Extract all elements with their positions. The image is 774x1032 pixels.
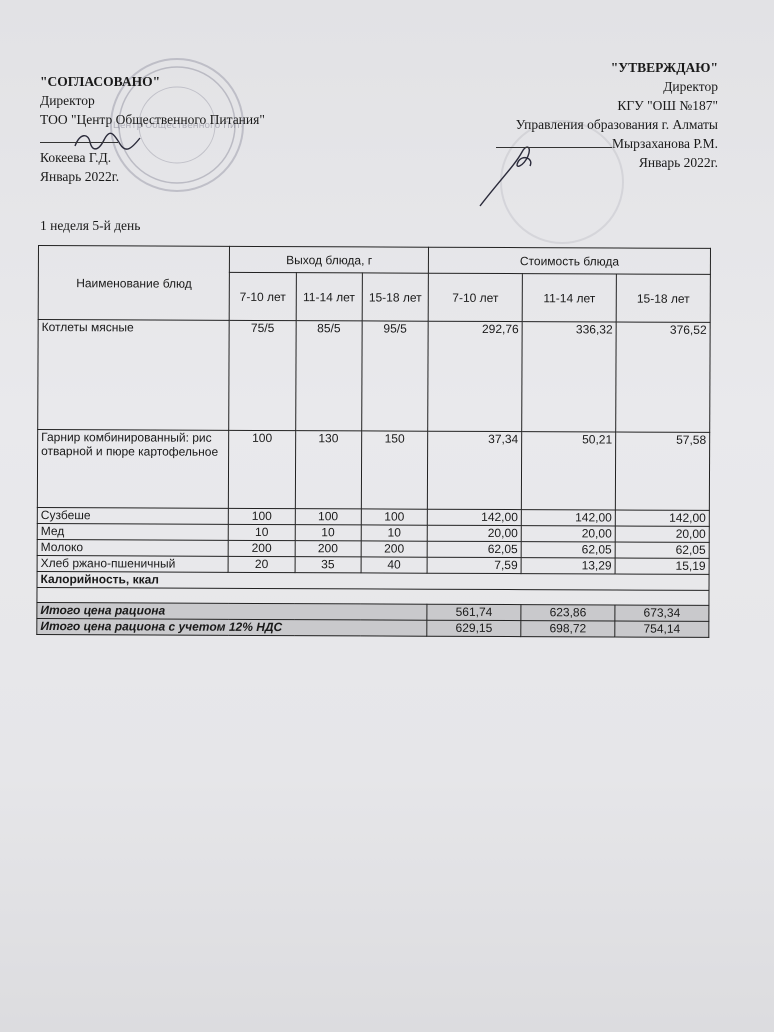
left-date: Январь 2022г. <box>40 169 120 184</box>
weight-cell: 100 <box>229 508 295 524</box>
price-cell: 142,00 <box>521 510 615 526</box>
price-cell: 50,21 <box>521 432 615 510</box>
total-vat-label: Итого цена рациона с учетом 12% НДС <box>37 618 427 636</box>
dish-name: Сузбеше <box>37 507 228 524</box>
price-cell: 292,76 <box>428 321 522 431</box>
price-cell: 142,00 <box>427 509 521 525</box>
right-org: КГУ "ОШ №187" <box>617 98 718 113</box>
left-position: Директор <box>40 93 95 108</box>
left-status: "СОГЛАСОВАНО" <box>40 74 161 89</box>
price-cell: 62,05 <box>521 542 615 558</box>
price-cell: 57,58 <box>615 432 709 510</box>
right-position: Директор <box>663 79 718 94</box>
total-vat-price-cell: 698,72 <box>521 621 615 637</box>
weight-cell: 100 <box>229 430 296 508</box>
dish-name: Гарнир комбинированный: рис отварной и пюре картофельное <box>37 430 229 509</box>
total-vat-price-cell: 754,14 <box>615 621 709 637</box>
price-cell: 62,05 <box>427 541 521 557</box>
dish-name: Мед <box>37 523 228 540</box>
weight-cell: 75/5 <box>229 320 296 430</box>
price-cell: 13,29 <box>521 558 615 574</box>
approval-left-block <box>40 72 265 186</box>
price-cell: 20,00 <box>427 525 521 541</box>
weight-cell: 200 <box>229 540 295 556</box>
price-cell: 376,52 <box>616 322 710 432</box>
total-vat-row <box>37 618 709 637</box>
day-label: 1 неделя 5-й день <box>40 218 141 233</box>
col-name-header: Наименование блюд <box>38 246 230 321</box>
calories-label: Калорийность, ккал <box>37 571 709 590</box>
weight-cell: 200 <box>361 541 427 557</box>
price-age1-header: 7-10 лет <box>428 273 522 321</box>
total-price-cell: 623,86 <box>521 605 615 621</box>
weight-cell: 10 <box>361 525 427 541</box>
total-price-cell: 673,34 <box>615 605 709 621</box>
weight-cell: 85/5 <box>295 321 362 431</box>
right-date: Январь 2022г. <box>638 155 718 170</box>
right-signature-line <box>496 135 612 148</box>
weight-cell: 10 <box>295 525 361 541</box>
weight-cell: 10 <box>229 524 295 540</box>
weight-cell: 95/5 <box>362 321 429 431</box>
dish-name: Молоко <box>37 539 228 556</box>
price-group-header: Стоимость блюда <box>428 247 710 274</box>
weight-age2-header: 11-14 лет <box>296 273 362 321</box>
price-cell: 62,05 <box>615 542 709 558</box>
menu-table <box>36 245 711 638</box>
price-cell: 15,19 <box>615 558 709 574</box>
left-org: ТОО "Центр Общественного Питания" <box>40 112 265 127</box>
weight-cell: 40 <box>361 557 427 573</box>
weight-cell: 100 <box>295 509 361 525</box>
price-cell: 7,59 <box>427 557 521 573</box>
price-cell: 20,00 <box>615 526 709 542</box>
weight-group-header: Выход блюда, г <box>230 246 429 273</box>
right-dept: Управления образования г. Алматы <box>515 117 718 132</box>
price-age2-header: 11-14 лет <box>522 274 616 322</box>
total-vat-price-cell: 629,15 <box>427 620 521 636</box>
weight-age3-header: 15-18 лет <box>362 273 428 321</box>
weight-age1-header: 7-10 лет <box>230 272 296 320</box>
weight-cell: 200 <box>295 541 361 557</box>
weight-cell: 35 <box>295 557 361 573</box>
weight-cell: 150 <box>361 431 428 509</box>
dish-name: Хлеб ржано-пшеничный <box>37 555 228 572</box>
left-signature-line <box>40 130 118 143</box>
stamp-left-text: "Центр Общественного Пит <box>112 121 242 131</box>
table-row <box>38 320 710 433</box>
weight-cell: 100 <box>361 509 427 525</box>
price-age3-header: 15-18 лет <box>616 274 710 322</box>
weight-cell: 20 <box>228 556 294 572</box>
weight-cell: 130 <box>295 431 362 509</box>
total-price-cell: 561,74 <box>427 604 521 620</box>
price-cell: 336,32 <box>522 322 616 432</box>
price-cell: 37,34 <box>427 431 521 509</box>
total-label: Итого цена рациона <box>37 602 427 620</box>
table-row <box>37 430 709 511</box>
left-name: Кокеева Г.Д. <box>40 150 112 165</box>
right-status: "УТВЕРЖДАЮ" <box>610 60 718 75</box>
price-cell: 20,00 <box>521 526 615 542</box>
right-name: Мырзаханова Р.М. <box>612 136 718 151</box>
dish-name: Котлеты мясные <box>38 320 230 431</box>
approval-right-block <box>496 58 718 172</box>
price-cell: 142,00 <box>615 510 709 526</box>
